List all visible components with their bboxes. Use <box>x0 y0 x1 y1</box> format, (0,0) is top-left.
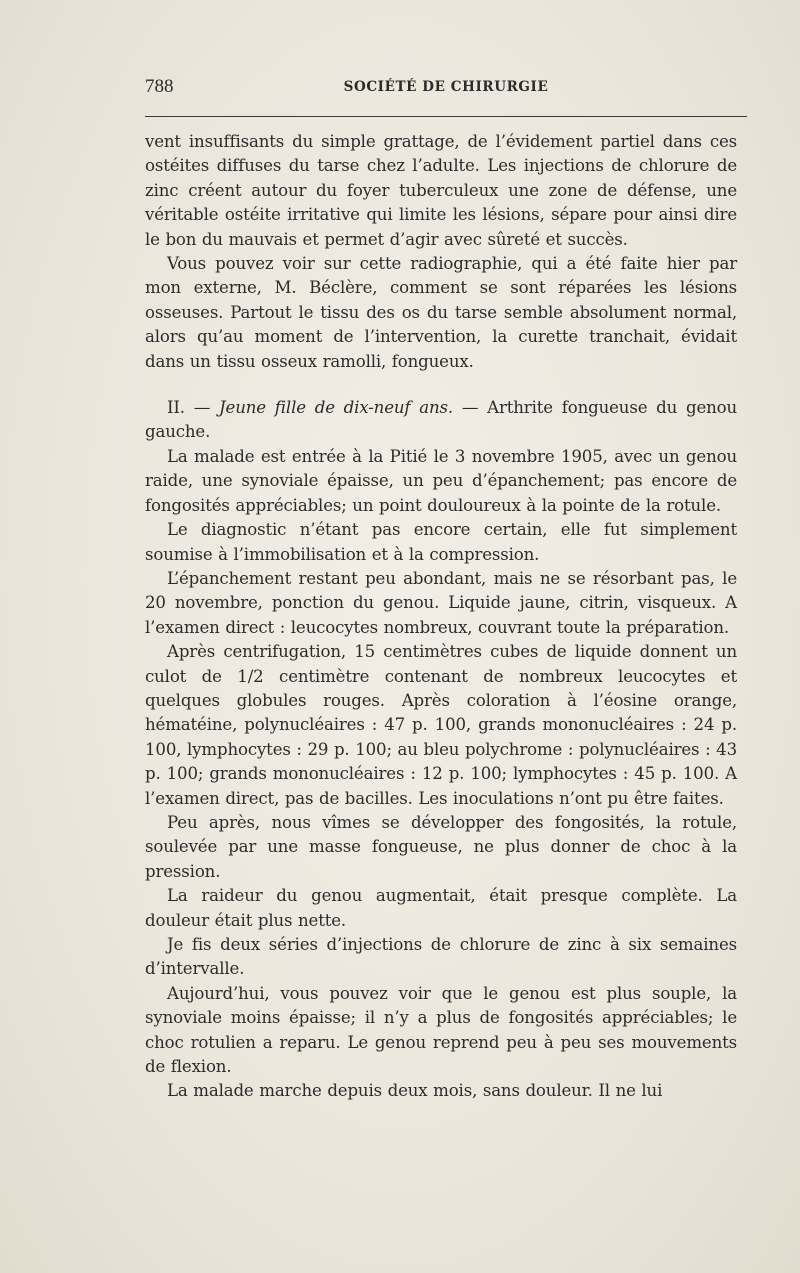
paragraph: La malade marche depuis deux mois, sans douleur. Il ne lui <box>167 1081 663 1101</box>
case-subject: Jeune fille de dix-neuf ans. <box>219 398 454 418</box>
running-head: SOCIÉTÉ DE CHIRURGIE <box>343 79 549 95</box>
paragraph: Le diagnostic n’étant pas encore certain, elle fut simplement soumise à l’immobilisation et à la compression. <box>145 520 737 564</box>
header-rule <box>145 116 747 117</box>
paragraph: Vous pouvez voir sur cette radiographie, qui a été faite hier par mon externe, M. Béclère, comment se sont réparées les lésions osseuses. Partout le tissu des os du tarse semble absolument normal, alors qu’au moment de l’intervention, la curette tranchait, évidait dans un tissu osseux ramolli, fongueux. <box>145 254 737 371</box>
page-header <box>145 74 747 104</box>
paragraph: La malade est entrée à la Pitié le 3 novembre 1905, avec un genou raide, une synoviale épaisse, un peu d’épanchement; pas encore de fongosités appréciables; un point douloureux à la pointe de la rotule. <box>145 446 737 515</box>
body-text <box>145 130 737 1104</box>
case-dash: — <box>193 398 211 418</box>
page-number: 788 <box>145 76 174 97</box>
case-dash: — <box>461 398 479 418</box>
paragraph: vent insuffisants du simple grattage, de l’évidement partiel dans ces ostéites diffuses du tarse chez l’adulte. Les injections de chlorure de zinc créent autour du foyer tuberculeux une zone de défense, une véritable ostéite irritative qui limite les lésions, sépare pour ainsi dire le bon du mauvais et permet d’agir avec sûreté et succès. <box>145 132 737 249</box>
case-diagnosis: Arthrite fongueuse du genou gauche. <box>145 398 738 442</box>
case-heading <box>145 396 737 445</box>
paragraph: La raideur du genou augmentait, était presque complète. La douleur était plus nette. <box>145 886 737 930</box>
paragraph: Peu après, nous vîmes se développer des fongosités, la rotule, soulevée par une masse fongueuse, ne plus donner de choc à la pression. <box>145 812 737 881</box>
paragraph: L’épanchement restant peu abondant, mais ne se résorbant pas, le 20 novembre, ponction du genou. Liquide jaune, citrin, visqueux. A l’examen direct : leucocytes nombreux, couvrant toute la préparation. <box>145 568 737 637</box>
paragraph: Je fis deux séries d’injections de chlorure de zinc à six semaines d’intervalle. <box>145 935 737 979</box>
paragraph: Aujourd’hui, vous pouvez voir que le genou est plus souple, la synoviale moins épaisse; il n’y a plus de fongosités appréciables; le choc rotulien a reparu. Le genou reprend peu à peu ses mouvements de flexion. <box>145 983 737 1077</box>
paragraph: Après centrifugation, 15 centimètres cubes de liquide donnent un culot de 1/2 centimètre contenant de nombreux leucocytes et quelques globules rouges. Après coloration à l’éosine orange, hématéine, polynucléaires : 47 p. 100, grands mononucléaires : 24 p. 100, lymphocytes : 29 p. 100; au bleu polychrome : polynucléaires : 43 p. 100; grands mononucléaires : 12 p. 100; lymphocytes : 45 p. 100. A l’examen direct, pas de bacilles. Les inoculations n’ont pu être faites. <box>145 642 737 808</box>
case-number: II. <box>167 398 185 418</box>
